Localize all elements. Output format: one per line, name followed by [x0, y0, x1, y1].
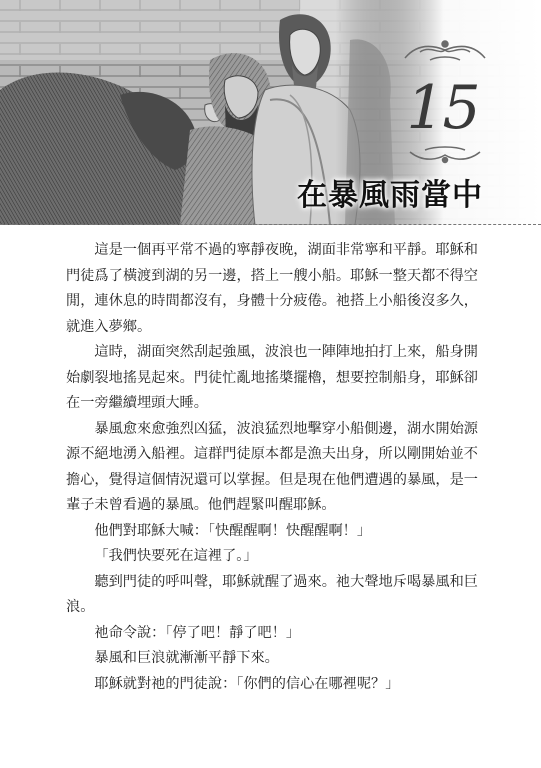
paragraph: 「我們快要死在這裡了。」	[94, 548, 258, 564]
paragraph: 暴風和巨浪就漸漸平靜下來。	[94, 650, 279, 666]
chapter-title: 在暴風雨當中	[297, 178, 483, 213]
paragraph: 這是一個再平常不過的寧靜夜晚，湖面非常寧和平靜。耶穌和門徒爲了橫渡到湖的另一邊，搭上一艘小船。耶穌一整天都不得空閒，連休息的時間都沒有，身體十分疲倦。祂搭上小船後沒多久，就進入夢鄉。	[66, 242, 478, 335]
paragraph: 他們對耶穌大喊：「快醒醒啊！快醒醒啊！」	[94, 522, 372, 539]
paragraph: 耶穌就對祂的門徒說：「你們的信心在哪裡呢？」	[94, 675, 400, 692]
divider	[0, 224, 541, 225]
paragraph: 祂命令說：「停了吧！靜了吧！」	[94, 624, 301, 641]
paragraph: 聽到門徒的呼叫聲，耶穌就醒了過來。祂大聲地斥喝暴風和巨浪。	[66, 573, 478, 615]
paragraph: 暴風愈來愈強烈凶猛，波浪猛烈地擊穿小船側邊，湖水開始源源不絕地湧入船裡。這群門徒原本都是漁夫出身，所以剛開始並不擔心，覺得這個情況還可以掌握。但是現在他們遭遇的暴風，是一輩子未曾看過的暴風。他們趕緊叫醒耶穌。	[66, 420, 478, 513]
chapter-header	[0, 0, 541, 225]
chapter-number: 15	[406, 73, 479, 143]
body-text	[66, 238, 478, 697]
paragraph: 這時，湖面突然刮起強風，波浪也一陣陣地拍打上來，船身開始劇裂地搖晃起來。門徒忙亂地搖槳擺櫓，想要控制船身，耶穌卻在一旁繼續埋頭大睡。	[66, 344, 478, 411]
